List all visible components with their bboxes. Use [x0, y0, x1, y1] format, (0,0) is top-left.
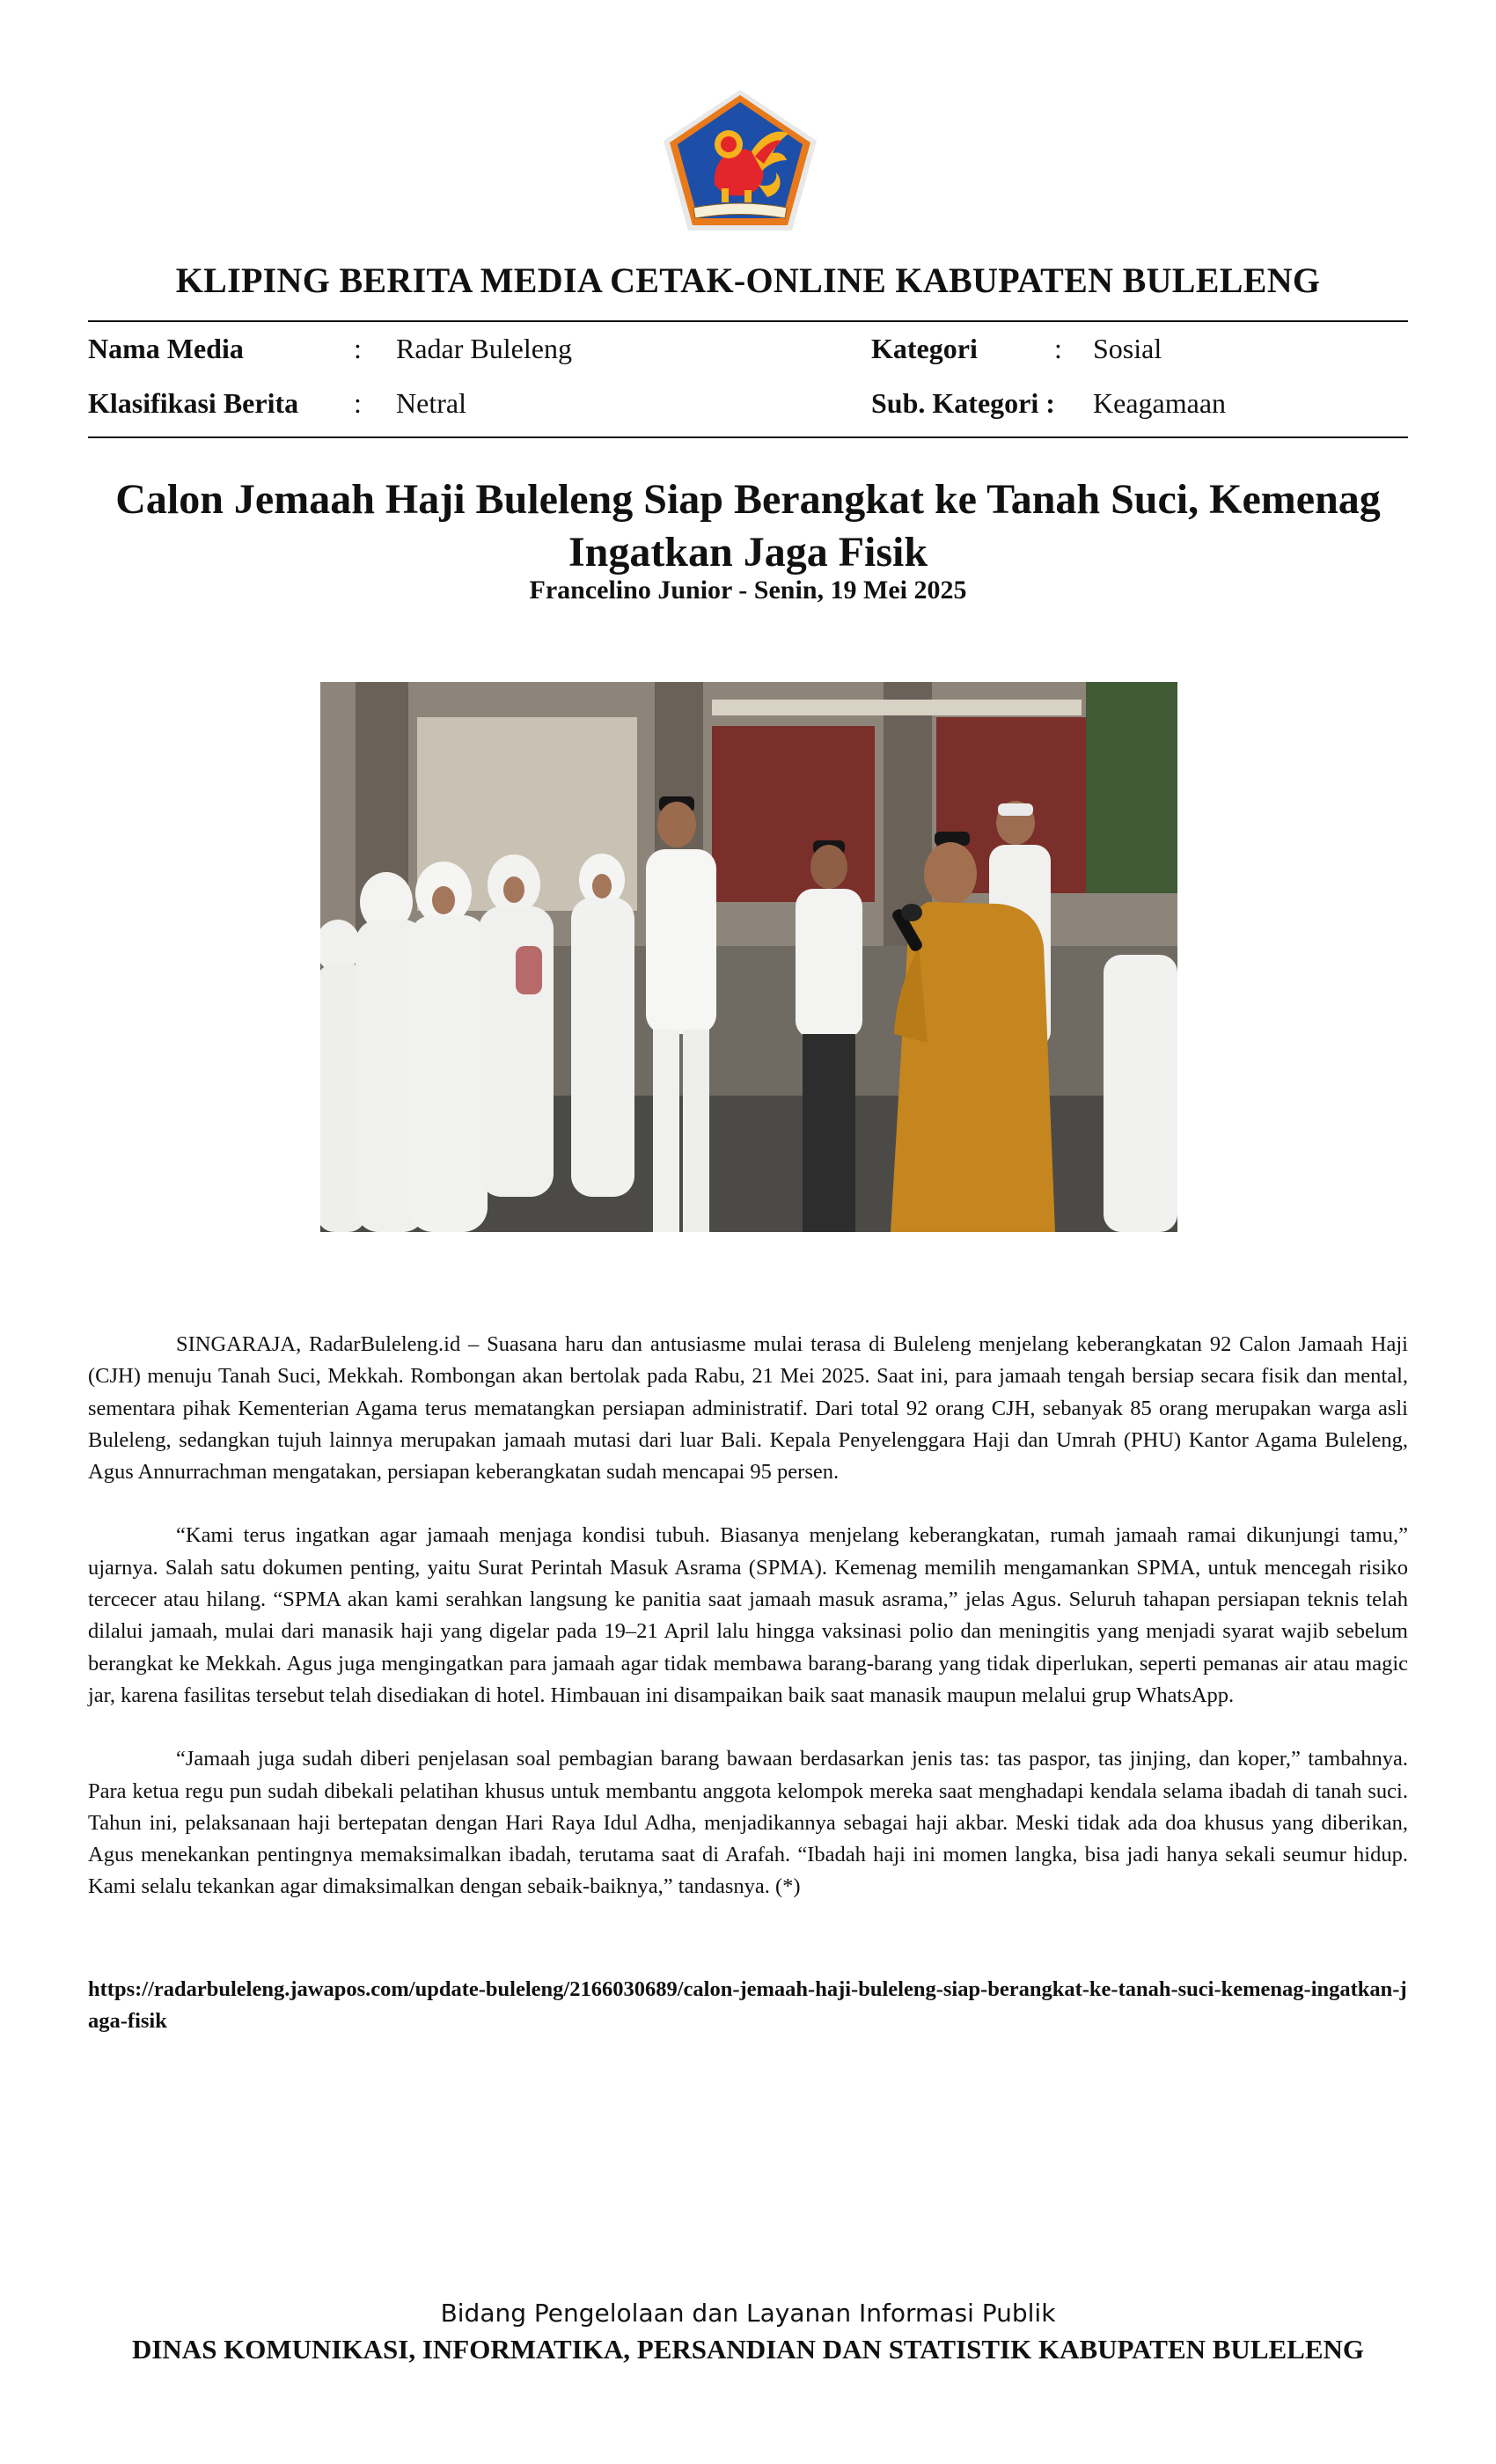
source-link[interactable]: https://radarbuleleng.jawapos.com/update-buleleng/2166030689/calon-jemaah-haji-buleleng-siap-berangkat-ke-tanah-suci-kemenag-ingatkan-jaga-fisik [88, 1977, 1407, 2033]
masthead-title: KLIPING BERITA MEDIA CETAK-ONLINE KABUPATEN BULELENG [175, 260, 1321, 300]
footer-office: DINAS KOMUNIKASI, INFORMATIKA, PERSANDIAN DAN STATISTIK KABUPATEN BULELENG [131, 2334, 1365, 2365]
meta-bottom-divider [88, 436, 1408, 438]
article-byline: Francelino Junior - Senin, 19 Mei 2025 [529, 576, 967, 605]
subkategori-label: Sub. Kategori : [871, 387, 1055, 419]
klasifikasi-value: Netral [396, 387, 466, 419]
article-photo [320, 682, 1177, 1232]
subkategori-value: Keagamaan [1093, 387, 1227, 419]
top-divider [88, 320, 1408, 322]
article-headline: Calon Jemaah Haji Buleleng Siap Berangkat ke Tanah Suci, Kemenag Ingatkan Jaga Fisik [115, 476, 1381, 576]
buleleng-emblem-logo [660, 86, 820, 234]
kategori-value: Sosial [1093, 333, 1162, 364]
article-paragraph: “Kami terus ingatkan agar jamaah menjaga kondisi tubuh. Biasanya menjelang keberangkatan, rumah jamaah ramai dikunjungi tamu,” ujarnya. Salah satu dokumen penting, yaitu Surat Perintah Masuk Asrama (SPMA). Kemenag memilih mengamankan SPMA, untuk mencegah risiko tercecer atau hilang. “SPMA akan kami serahkan langsung ke panitia saat jamaah masuk asrama,” jelas Agus. Seluruh tahapan persiapan teknis telah dilalui jamaah, mulai dari manasik haji yang digelar pada 19–21 April lalu hingga vaksinasi polio dan meningitis yang menjadi syarat wajib sebelum berangkat ke Mekkah. Agus juga mengingatkan para jamaah agar tidak membawa barang-barang yang tidak diperlukan, seperti pemanas air atau magic jar, karena fasilitas tersebut telah disediakan di hotel. Himbauan ini disampaikan baik saat manasik maupun melalui grup WhatsApp. [88, 1523, 1408, 1707]
article-body [88, 1329, 1408, 1935]
media-colon: : [354, 333, 362, 364]
kategori-label: Kategori [871, 333, 978, 364]
footer-unit: Bidang Pengelolaan dan Layanan Informasi Publik [440, 2299, 1056, 2328]
media-label: Nama Media [88, 333, 244, 364]
article-paragraph: SINGARAJA, RadarBuleleng.id – Suasana haru dan antusiasme mulai terasa di Buleleng menjelang keberangkatan 92 Calon Jamaah Haji (CJH) menuju Tanah Suci, Mekkah. Rombongan akan bertolak pada Rabu, 21 Mei 2025. Saat ini, para jamaah tengah bersiap secara fisik dan mental, sementara pihak Kementerian Agama terus mematangkan persiapan administratif. Dari total 92 orang CJH, sebanyak 85 orang merupakan warga asli Buleleng, sedangkan tujuh lainnya merupakan jamaah mutasi dari luar Bali. Kepala Penyelenggara Haji dan Umrah (PHU) Kantor Agama Buleleng, Agus Annurrachman mengatakan, persiapan keberangkatan sudah mencapai 95 persen. [88, 1332, 1408, 1485]
klasifikasi-colon: : [354, 387, 362, 419]
kategori-colon: : [1054, 333, 1062, 364]
klasifikasi-label: Klasifikasi Berita [88, 387, 299, 419]
article-paragraph: “Jamaah juga sudah diberi penjelasan soal pembagian barang bawaan berdasarkan jenis tas: tas paspor, tas jinjing, dan koper,” tambahnya. Para ketua regu pun sudah dibekali pelatihan khusus untuk membantu anggota kelompok mereka saat menghadapi kendala selama ibadah di tanah suci. Tahun ini, pelaksanaan haji bertepatan dengan Hari Raya Idul Adha, menjadikannya sebagai haji akbar. Meski tidak ada doa khusus yang diberikan, Agus menekankan pentingnya memaksimalkan ibadah, terutama saat di Arafah. “Ibadah haji ini momen langka, bisa jadi hanya sekali seumur hidup. Kami selalu tekankan agar dimaksimalkan dengan sebaik-baiknya,” tandasnya. (*) [88, 1747, 1408, 1899]
media-value: Radar Buleleng [396, 333, 572, 364]
